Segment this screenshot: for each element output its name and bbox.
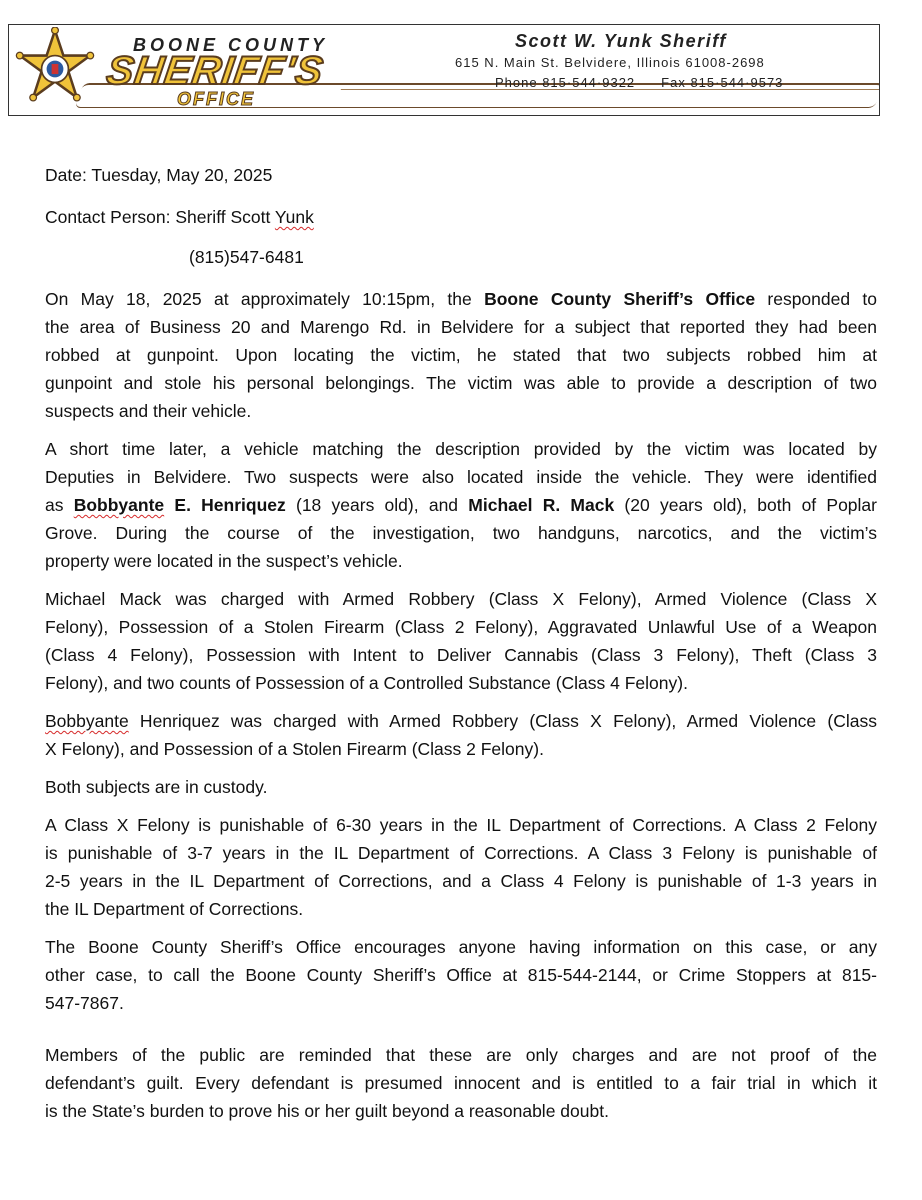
- text-line: gunpoint and stole his personal belongings. The victim was able to provide a description of two: [45, 373, 877, 393]
- text-run: as: [45, 495, 74, 515]
- text-line: Michael Mack was charged with Armed Robbery (Class X Felony), Armed Violence (Class X: [45, 589, 877, 609]
- contact-surname: Yunk: [274, 207, 314, 227]
- paragraph-tips: [45, 933, 877, 1017]
- text-line: other case, to call the Boone County Sheriff’s Office at 815-544-2144, or Crime Stoppers at 815-: [45, 965, 877, 985]
- letterhead-county: BOONE COUNTY: [133, 35, 329, 55]
- text-line: is the State’s burden to prove his or her guilt beyond a reasonable doubt.: [45, 1101, 609, 1121]
- paragraph-incident: [45, 285, 877, 425]
- text-line: property were located in the suspect’s vehicle.: [45, 551, 403, 571]
- text-line: [45, 285, 877, 313]
- text-run: (18 years old), and: [285, 495, 469, 515]
- letterhead-fax: Fax 815·544·9573: [661, 75, 784, 90]
- sheriff-star-badge-icon: [13, 27, 97, 111]
- text-line: 547-7867.: [45, 993, 124, 1013]
- paragraph-suspects: [45, 435, 877, 575]
- text-line: Members of the public are reminded that these are only charges and are not proof of the: [45, 1045, 877, 1065]
- release-date: Date: Tuesday, May 20, 2025: [45, 165, 273, 185]
- paragraph-henriquez-charges: [45, 707, 877, 763]
- letterhead-office: OFFICE: [177, 89, 255, 109]
- suspect-name-bold: E. Henriquez: [164, 495, 286, 515]
- agency-name-bold: Boone County Sheriff’s Office: [484, 289, 756, 309]
- text-line: Felony), and two counts of Possession of a Controlled Substance (Class 4 Felony).: [45, 673, 688, 693]
- contact-phone: (815)547-6481: [189, 247, 304, 267]
- text-line: (Class 4 Felony), Possession with Intent to Deliver Cannabis (Class 3 Felony), Theft (Class 3: [45, 645, 877, 665]
- text-line: suspects and their vehicle.: [45, 401, 252, 421]
- text-line: Both subjects are in custody.: [45, 777, 268, 797]
- text-line: the area of Business 20 and Marengo Rd. in Belvidere for a subject that reported they had been: [45, 317, 877, 337]
- text-run: Henriquez was charged with Armed Robbery (Class X Felony), Armed Violence (Class: [128, 711, 877, 731]
- text-run: (20 years old), both of Poplar: [614, 495, 877, 515]
- text-line: defendant’s guilt. Every defendant is presumed innocent and is entitled to a fair trial in which it: [45, 1073, 877, 1093]
- letterhead-address: 615 N. Main St. Belvidere, Illinois 61008-2698: [455, 55, 765, 70]
- paragraph-sentencing: [45, 811, 877, 923]
- letterhead-sheriffs: SHERIFF'S: [103, 49, 327, 93]
- letterhead: [8, 24, 880, 116]
- paragraph-mack-charges: [45, 585, 877, 697]
- text-line: A short time later, a vehicle matching the description provided by the victim was located by: [45, 439, 877, 459]
- text-line: A Class X Felony is punishable of 6-30 years in the IL Department of Corrections. A Class 2 Felony: [45, 815, 877, 835]
- text-line: Deputies in Belvidere. Two suspects were also located inside the vehicle. They were identified: [45, 467, 877, 487]
- text-run: On May 18, 2025 at approximately 10:15pm, the: [45, 289, 485, 309]
- text-line: the IL Department of Corrections.: [45, 899, 304, 919]
- text-line: Felony), Possession of a Stolen Firearm (Class 2 Felony), Aggravated Unlawful Use of a Weapon: [45, 617, 877, 637]
- text-line: The Boone County Sheriff’s Office encourages anyone having information on this case, or any: [45, 937, 877, 957]
- text-line: Grove. During the course of the investigation, two handguns, narcotics, and the victim’s: [45, 523, 877, 543]
- press-release-body: [45, 161, 877, 1125]
- paragraph-custody: [45, 773, 877, 801]
- suspect-name-bold: Michael R. Mack: [468, 495, 615, 515]
- contact-person: [45, 203, 877, 231]
- text-line: robbed at gunpoint. Upon locating the victim, he stated that two subjects robbed him at: [45, 345, 877, 365]
- suspect-first-name: Bobbyante: [45, 711, 129, 731]
- text-line: 2-5 years in the IL Department of Corrections, and a Class 4 Felony is punishable of 1-3 years in: [45, 871, 877, 891]
- letterhead-phone: Phone 815·544·9322: [495, 75, 636, 90]
- text-line: [45, 491, 877, 519]
- letterhead-swoosh-inner: [337, 89, 880, 100]
- letterhead-sheriff-name: Scott W. Yunk Sheriff: [515, 31, 727, 51]
- text-line: X Felony), and Possession of a Stolen Firearm (Class 2 Felony).: [45, 739, 544, 759]
- contact-person-label: Contact Person: Sheriff Scott: [45, 207, 275, 227]
- text-line: [45, 707, 877, 735]
- text-run: responded to: [755, 289, 878, 309]
- paragraph-disclaimer: [45, 1041, 877, 1125]
- text-line: is punishable of 3-7 years in the IL Department of Corrections. A Class 3 Felony is punishable of: [45, 843, 877, 863]
- suspect-first-name: Bobbyante: [73, 495, 165, 515]
- letterhead-phones: [495, 75, 783, 90]
